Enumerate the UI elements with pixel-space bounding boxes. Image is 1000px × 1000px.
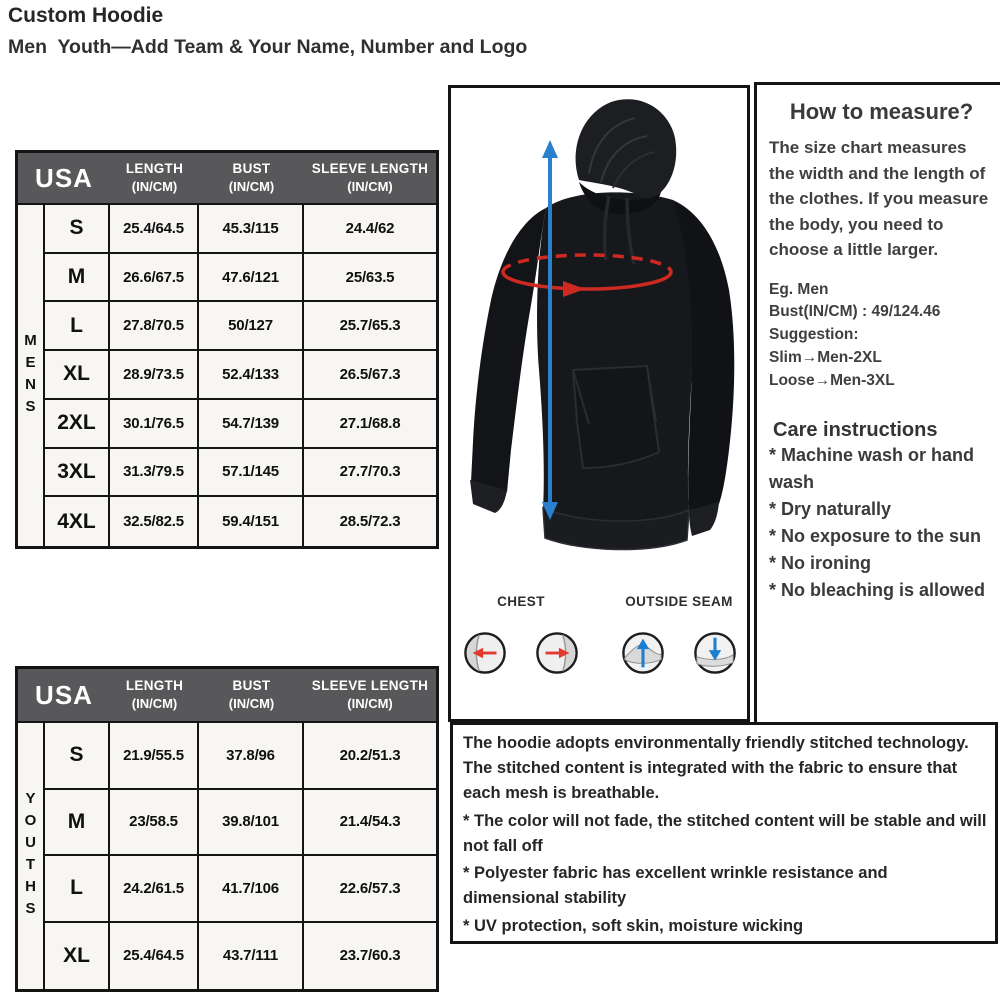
care-instructions-block [769, 419, 994, 604]
header-unit: (IN/CM) [347, 695, 393, 711]
care-item: * Machine wash or hand wash [769, 445, 975, 493]
size-cell: M [45, 790, 110, 857]
header-label: LENGTH [125, 677, 184, 693]
size-cell: M [45, 254, 110, 303]
column-header-length [110, 669, 199, 723]
sleeve-cell: 27.1/68.8 [304, 400, 436, 449]
length-cell: 32.5/82.5 [110, 497, 199, 546]
care-item: * No ironing [769, 553, 871, 574]
hoodie-figure-panel [448, 85, 750, 722]
outside-seam-measure-group [617, 594, 741, 675]
hoodie-body [537, 192, 692, 522]
header-label: SLEEVE LENGTH [311, 160, 429, 176]
product-description-box [450, 722, 998, 944]
length-cell: 31.3/79.5 [110, 449, 199, 498]
column-header-sleeve-length [304, 153, 436, 205]
sleeve-cell: 22.6/57.3 [304, 856, 436, 923]
bust-cell: 59.4/151 [199, 497, 304, 546]
bust-cell: 45.3/115 [199, 205, 304, 254]
length-cell: 27.8/70.5 [110, 302, 199, 351]
sleeve-cell: 27.7/70.3 [304, 449, 436, 498]
bust-cell: 54.7/139 [199, 400, 304, 449]
column-header-usa: USA [18, 153, 110, 205]
bust-cell: 37.8/96 [199, 723, 304, 790]
sleeve-cell: 20.2/51.3 [304, 723, 436, 790]
column-header-bust [199, 153, 304, 205]
chest-measure-left-icon [463, 631, 507, 675]
example-line: Loose→Men-3XL [769, 372, 895, 390]
size-cell: 3XL [45, 449, 110, 498]
sleeve-cell: 28.5/72.3 [304, 497, 436, 546]
hoodie-hood [576, 99, 677, 200]
sleeve-cell: 21.4/54.3 [304, 790, 436, 857]
mens-size-table [15, 150, 439, 549]
size-cell: L [45, 302, 110, 351]
how-to-measure-body: The size chart measures the width and the length of the clothes. If you measure the body, you need to choose a little larger. [769, 138, 989, 259]
header-label: BUST [232, 677, 271, 693]
outside-seam-up-icon [621, 631, 665, 675]
example-block [769, 279, 994, 394]
care-instructions-title: Care instructions [773, 419, 938, 442]
size-cell: 4XL [45, 497, 110, 546]
size-cell: L [45, 856, 110, 923]
bust-cell: 43.7/111 [199, 923, 304, 990]
header-unit: (IN/CM) [347, 178, 393, 194]
header-label: BUST [232, 160, 271, 176]
description-line: The hoodie adopts environmentally friendly stitched technology. The stitched content is integrated with the fabric to ensure that each mesh is breathable. [463, 734, 969, 803]
description-line: * UV protection, soft skin, moisture wicking [463, 916, 804, 935]
header-unit: (IN/CM) [228, 695, 275, 711]
hoodie-left-sleeve [471, 208, 546, 495]
size-cell: XL [45, 923, 110, 990]
mens-side-label: MENS [18, 205, 45, 546]
column-header-usa: USA [18, 669, 110, 723]
outside-seam-label: OUTSIDE SEAM [625, 594, 733, 609]
size-cell: S [45, 723, 110, 790]
length-cell: 21.9/55.5 [110, 723, 199, 790]
length-cell: 23/58.5 [110, 790, 199, 857]
bust-cell: 39.8/101 [199, 790, 304, 857]
youths-side-label: YOUTHS [18, 723, 45, 989]
chest-measure-right-icon [535, 631, 579, 675]
youths-size-table [15, 666, 439, 992]
header-unit: (IN/CM) [131, 695, 178, 711]
bust-cell: 47.6/121 [199, 254, 304, 303]
page-title: Custom Hoodie [8, 4, 164, 27]
sleeve-cell: 23.7/60.3 [304, 923, 436, 990]
length-cell: 28.9/73.5 [110, 351, 199, 400]
length-cell: 24.2/61.5 [110, 856, 199, 923]
bust-cell: 57.1/145 [199, 449, 304, 498]
size-cell: S [45, 205, 110, 254]
care-item: * Dry naturally [769, 499, 892, 520]
header-unit: (IN/CM) [131, 178, 178, 194]
sleeve-cell: 24.4/62 [304, 205, 436, 254]
outside-seam-down-icon [693, 631, 737, 675]
column-header-bust [199, 669, 304, 723]
care-item: * No bleaching is allowed [769, 580, 986, 601]
column-header-length [110, 153, 199, 205]
chest-label: CHEST [497, 594, 545, 609]
how-to-measure-title: How to measure? [789, 99, 974, 124]
length-cell: 25.4/64.5 [110, 923, 199, 990]
header-label: SLEEVE LENGTH [311, 677, 429, 693]
example-line: Suggestion: [769, 326, 859, 344]
column-header-sleeve-length [304, 669, 436, 723]
bust-cell: 50/127 [199, 302, 304, 351]
example-line: Eg. Men [769, 280, 829, 298]
length-cell: 30.1/76.5 [110, 400, 199, 449]
care-item: * No exposure to the sun [769, 526, 982, 547]
size-cell: 2XL [45, 400, 110, 449]
chest-measure-group [459, 594, 583, 675]
header-label: LENGTH [125, 160, 184, 176]
hoodie-product-image [451, 90, 747, 605]
sleeve-cell: 25/63.5 [304, 254, 436, 303]
size-cell: XL [45, 351, 110, 400]
how-to-measure-panel [754, 82, 1000, 722]
sleeve-cell: 26.5/67.3 [304, 351, 436, 400]
page-subtitle: Men Youth—Add Team & Your Name, Number and Logo [8, 36, 528, 58]
bust-cell: 52.4/133 [199, 351, 304, 400]
description-line: * Polyester fabric has excellent wrinkle resistance and dimensional stability [463, 864, 888, 908]
length-cell: 26.6/67.5 [110, 254, 199, 303]
header-unit: (IN/CM) [228, 178, 275, 194]
length-cell: 25.4/64.5 [110, 205, 199, 254]
sleeve-cell: 25.7/65.3 [304, 302, 436, 351]
example-line: Bust(IN/CM) : 49/124.46 [769, 303, 941, 321]
example-line: Slim→Men-2XL [769, 349, 882, 367]
bust-cell: 41.7/106 [199, 856, 304, 923]
description-line: * The color will not fade, the stitched content will be stable and will not fall off [463, 811, 987, 855]
